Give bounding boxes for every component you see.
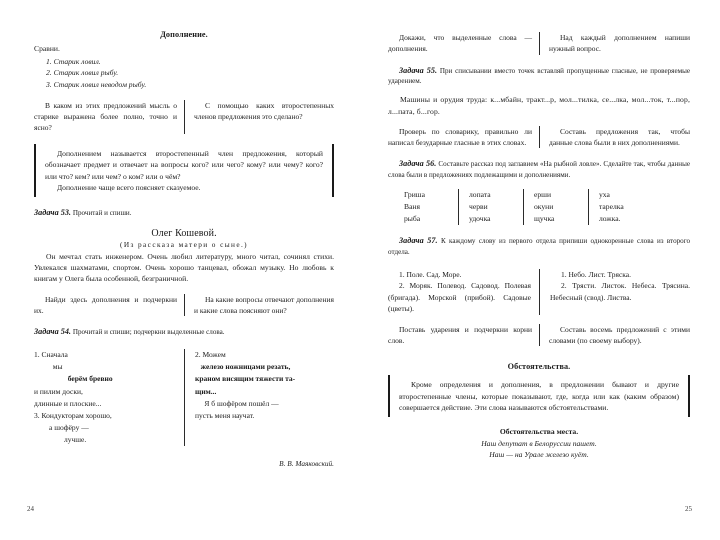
word-cell: рыба — [404, 214, 421, 224]
verse-line: длинные и плоские... — [34, 398, 102, 408]
task-description: При списывании вместо точек вставляй пропущенные гласные, не проверяемые ударением. — [388, 66, 690, 86]
question-left: Поставь ударения и подчеркни корни слов. — [388, 324, 532, 345]
questions-block-2 — [388, 126, 690, 149]
task-label: Задача 57. — [399, 236, 438, 246]
page-number-left: 24 — [27, 505, 34, 513]
verse-line: берём бревно — [34, 374, 113, 384]
questions-block-3 — [388, 324, 690, 347]
question-right: Составь предложения так, чтобы данные слова были в них дополнениями. — [539, 126, 690, 149]
verse-block — [34, 349, 334, 446]
compare-list — [34, 56, 334, 91]
task-description: Прочитай и спиши. — [72, 208, 132, 217]
word-cell: окуни — [534, 202, 554, 212]
word-column — [402, 189, 458, 225]
task-55-header — [388, 65, 690, 88]
question-right: Составь восемь предложений с этими словами (по своему выбору). — [539, 324, 690, 347]
list-column-right — [539, 269, 690, 315]
task-57-header — [388, 235, 690, 258]
word-column — [523, 189, 588, 225]
word-column — [458, 189, 523, 225]
verse-line: а шофёру — — [34, 423, 89, 432]
question-left: Проверь по словарику, правильно ли написал безударные гласные в этих словах. — [388, 126, 532, 148]
list-item: 1. Поле. Сад. Море. — [399, 270, 462, 280]
list-item: 3. Старик ловил неводом рыбу. — [46, 80, 147, 90]
compare-label: Сравни. — [34, 44, 60, 53]
word-cell: ерши — [534, 190, 552, 200]
rule-paragraph: Дополнение чаще всего поясняет сказуемое. — [57, 183, 201, 193]
verse-line: 1. Сначала — [34, 350, 68, 360]
list-item: 2. Старик ловил рыбу. — [46, 68, 119, 78]
task-55-words: Машины и орудия труда: к...мбайн, тракт...р, мол...тилка, се...лка, мол...ток, т...пор, л...пата, б...гор. — [388, 95, 690, 116]
example-text: Наш — на Урале железо куёт. — [489, 450, 589, 460]
question-left: В каком из этих предложений мысль о старике выражена более полно, точно и ясно? — [34, 100, 177, 133]
list-item: 2. Трясти. Листок. Небеса. Трясина. Небесный (свод). Листва. — [550, 281, 690, 302]
question-left: Докажи, что выделенные слова — дополнения. — [388, 33, 532, 54]
examples-block — [388, 426, 690, 461]
word-table — [402, 189, 690, 225]
verse-line: Я б шофёром пошёл — — [195, 398, 279, 408]
right-page — [360, 0, 720, 540]
list-item: 1. Небо. Лист. Тряска. — [561, 270, 632, 280]
verse-column-left — [34, 349, 184, 446]
verse-line: краном висящим тяжести та- — [195, 374, 296, 384]
word-cell: лопата — [469, 190, 491, 200]
verse-line: лучше. — [34, 435, 87, 445]
example-text: Наш депутат в Белоруссии пашет. — [481, 438, 597, 448]
story-body: Он мечтал стать инженером. Очень любил литературу, много читал, сочинял стихи. Увлекался шахматами, спортом. Очень хорошо танцевал, обожал музыку. Но любовь к книгам у Олега была особенной, безграничной. — [34, 251, 334, 284]
left-section-title: Дополнение. — [160, 30, 208, 39]
verse-line: мы — [34, 362, 63, 372]
example-line — [388, 449, 690, 461]
story-subtitle: (Из рассказа матери о сыне.) — [119, 239, 249, 249]
page-number-right: 25 — [685, 505, 692, 513]
task-53-header — [34, 207, 334, 219]
task-56-header — [388, 158, 690, 181]
questions-block-1 — [34, 100, 334, 134]
list-item: 1. Старик ловил. — [46, 56, 101, 66]
word-cell: ложка. — [599, 214, 621, 224]
question-right: Над каждый дополнением напиши нужный вопрос. — [539, 32, 690, 55]
word-cell: Ваня — [404, 202, 420, 212]
definition-box-dopolnenie — [34, 144, 334, 197]
rule-paragraph: Дополнением называется второстепенный член предложения, который обозначает предмет и отвечает на вопросы кого? или чего? кому? или чему? кого? или что? кем? или чем? о ком? или о чём? — [45, 148, 323, 181]
questions-block-2 — [34, 294, 334, 317]
task-description: Прочитай и спиши; подчеркни выделенные слова. — [72, 328, 225, 337]
word-column — [588, 189, 653, 225]
examples-title: Обстоятельства места. — [499, 426, 579, 436]
verse-line: пусть меня научат. — [195, 410, 255, 420]
verse-line: железо ножницами резать, — [195, 362, 291, 372]
verse-line: и пилим доски, — [34, 386, 83, 396]
task-label: Задача 56. — [399, 159, 437, 169]
definition-box-obstoyatelstva — [388, 375, 690, 417]
word-cell: тарелка — [599, 202, 624, 212]
word-cell: щучка — [534, 214, 555, 224]
task-57-lists — [388, 269, 690, 315]
verse-column-right — [184, 349, 334, 446]
word-cell: уха — [599, 190, 610, 200]
verse-line: 3. Кондукторам хорошо, — [34, 410, 112, 420]
question-right: На какие вопросы отвечают дополнения и какие слова поясняют они? — [184, 294, 334, 317]
list-item: 2. Моряк. Полевод. Садовод. Полевая (бригада). Морской (прибой). Садовые (цветы). — [388, 281, 531, 314]
question-left: Найди здесь дополнения и подчеркни их. — [34, 294, 177, 316]
word-cell: черви — [469, 202, 488, 212]
story-title: Олег Кошевой. — [151, 227, 217, 239]
rule-paragraph: Кроме определения и дополнения, в предложении бывают и другие второстепенные члены, которые показывают, где, когда или как (каким образом) совершается действие. Эти слова называются обстоятельствами. — [399, 380, 679, 413]
verse-line: щим... — [195, 386, 217, 396]
example-line — [388, 438, 690, 450]
verse-line: 2. Можем — [195, 350, 226, 360]
task-label: Задача 54. — [34, 327, 71, 337]
task-description: Составьте рассказ под заглавием «На рыбной ловле». Сделайте так, чтобы данные слова были в предложениях подлежащими и дополнениями. — [388, 160, 690, 180]
list-column-left — [388, 269, 539, 315]
questions-block-1 — [388, 32, 690, 55]
verse-signature: В. В. Маяковский. — [279, 459, 334, 469]
word-cell: Гриша — [404, 190, 425, 200]
task-54-header — [34, 326, 334, 338]
task-label: Задача 53. — [34, 207, 71, 217]
word-cell: удочка — [469, 214, 491, 224]
question-right: С помощью каких второстепенных членов предложения это сделано? — [184, 100, 334, 134]
right-section-title: Обстоятельства. — [507, 362, 571, 372]
task-description: К каждому слову из первого отдела припиши однокоренные слова из второго отдела. — [388, 237, 690, 257]
task-label: Задача 55. — [399, 65, 438, 75]
